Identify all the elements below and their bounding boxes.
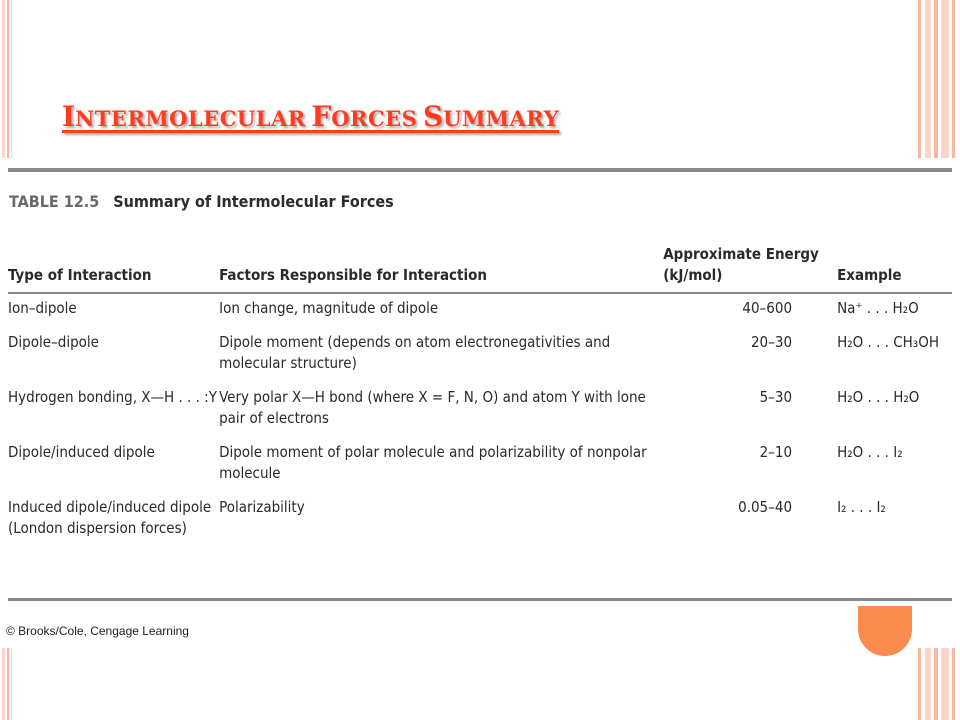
title-initial: I xyxy=(62,100,76,133)
header-energy: Approximate Energy (kJ/mol) xyxy=(663,244,837,293)
cell-example: H₂O . . . H₂O xyxy=(837,388,920,406)
table-row xyxy=(8,328,952,383)
cell-factors: Ion change, magnitude of dipole xyxy=(219,299,439,317)
cell-type: Dipole–dipole xyxy=(8,333,99,351)
cell-example: I₂ . . . I₂ xyxy=(837,498,886,516)
table-row xyxy=(8,293,952,328)
decorative-circle xyxy=(858,606,912,656)
table-bottom-rule xyxy=(8,598,952,601)
title-word: NTERMOLECULAR xyxy=(75,106,306,131)
table-caption xyxy=(9,192,394,211)
cell-factors: Dipole moment (depends on atom electronegativities and molecular structure) xyxy=(219,333,611,372)
cell-type: Induced dipole/induced dipole (London dispersion forces) xyxy=(8,498,212,537)
cell-type: Ion–dipole xyxy=(8,299,77,317)
cell-energy: 20–30 xyxy=(750,333,793,351)
cell-energy: 0.05–40 xyxy=(738,498,793,516)
cell-factors: Dipole moment of polar molecule and polarizability of nonpolar molecule xyxy=(219,443,647,482)
header-type: Type of Interaction xyxy=(8,244,219,293)
cell-energy: 2–10 xyxy=(759,443,793,461)
copyright-notice: © Brooks/Cole, Cengage Learning xyxy=(6,624,189,638)
cell-factors: Very polar X—H bond (where X = F, N, O) and atom Y with lone pair of electrons xyxy=(219,388,646,427)
title-word: UMMARY xyxy=(443,106,560,131)
table-row xyxy=(8,438,952,493)
title-initial: S xyxy=(422,100,444,133)
table-row xyxy=(8,493,952,548)
table-figure xyxy=(0,158,960,648)
table-title: Summary of Intermolecular Forces xyxy=(113,192,394,211)
table-header-row xyxy=(8,244,952,293)
cell-example: H₂O . . . I₂ xyxy=(837,443,903,461)
cell-example: H₂O . . . CH₃OH xyxy=(837,333,939,351)
cell-type: Dipole/induced dipole xyxy=(8,443,155,461)
header-factors: Factors Responsible for Interaction xyxy=(219,244,663,293)
title-word: ORCES xyxy=(331,106,418,131)
table-row xyxy=(8,383,952,438)
table-top-rule xyxy=(8,168,952,172)
cell-example: Na⁺ . . . H₂O xyxy=(837,299,919,317)
cell-type: Hydrogen bonding, X—H . . . :Y xyxy=(8,388,217,406)
header-example: Example xyxy=(837,244,952,293)
cell-energy: 40–600 xyxy=(742,299,793,317)
forces-table xyxy=(8,244,952,548)
cell-factors: Polarizability xyxy=(219,498,305,516)
table-number: TABLE 12.5 xyxy=(9,192,100,211)
title-initial: F xyxy=(311,100,332,133)
cell-energy: 5–30 xyxy=(759,388,793,406)
slide-title xyxy=(62,100,559,133)
